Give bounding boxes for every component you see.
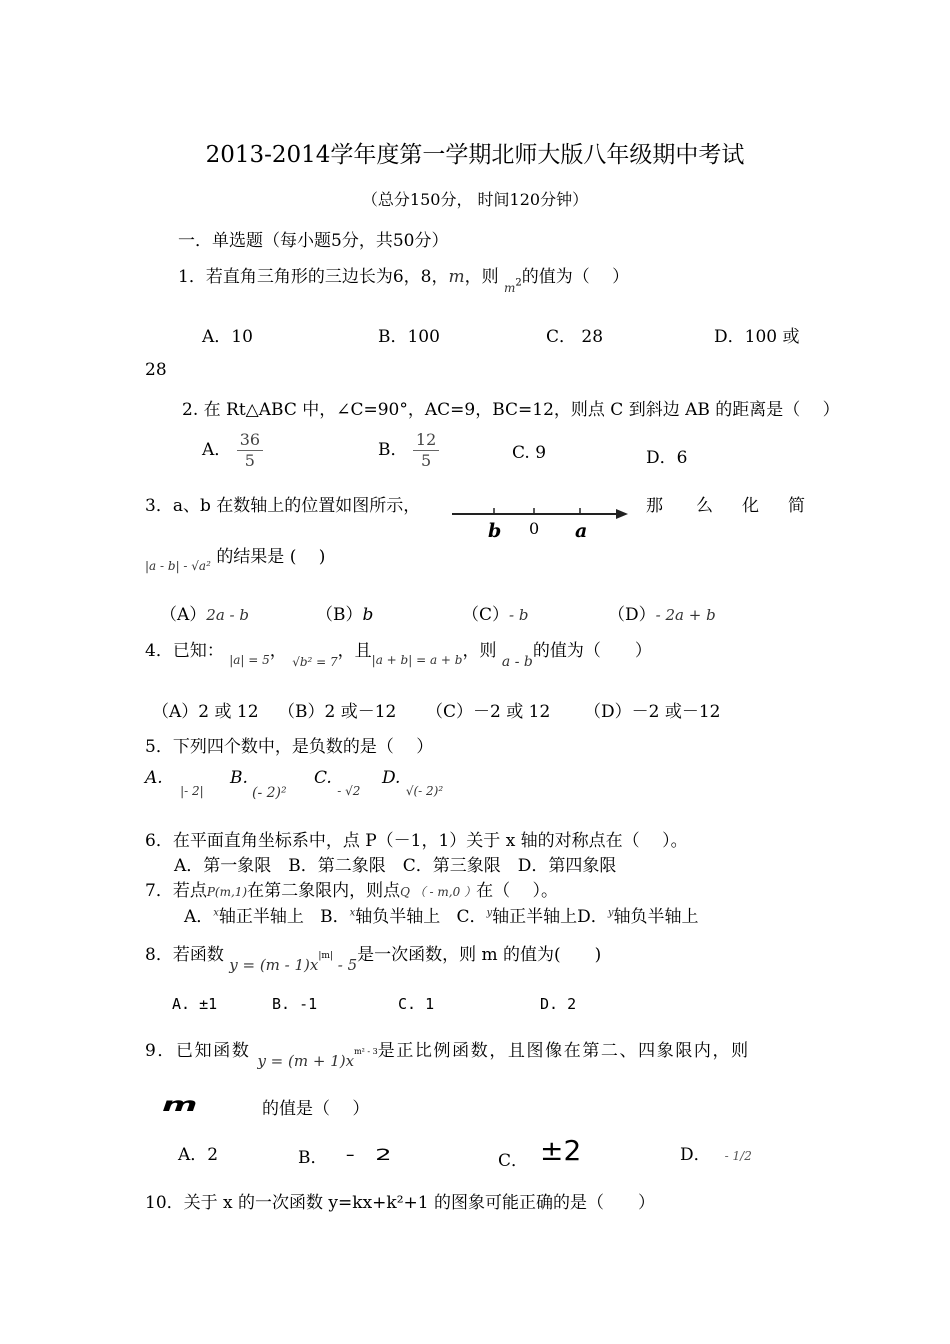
axis-label-a: a: [575, 520, 588, 542]
q3-option-c: （C）- b: [462, 605, 529, 625]
q4-option-c: （C）－2 或 12: [426, 702, 551, 722]
question-6-stem: 6．在平面直角坐标系中，点 P（－1，1）关于 x 轴的对称点在（ ）。: [145, 831, 688, 851]
q9-option-c: C． ±2: [498, 1134, 582, 1171]
question-1-stem: 1．若直角三角形的三边长为6，8，m，则 $m^2$的值为（ ）: [178, 267, 630, 295]
q3-tail-4: 简: [788, 496, 805, 516]
question-3-stem-2: $_{|a - b| - √a^2}$ 的结果是 ( ): [145, 547, 326, 573]
q2-option-c: C. 9: [512, 443, 547, 463]
axis-label-b: b: [488, 520, 502, 542]
fraction-36-5: $\frac{36}{5}$: [237, 430, 263, 471]
q2-option-d: D．6: [646, 448, 688, 468]
question-8-stem: 8．若函数 $y = (m - 1)x^{|m|} - 5$是一次函数，则 m 的值为( ): [145, 945, 602, 974]
question-7-stem: 7．若点P(m,1)在第二象限内，则点Q （ - m,0 ）在（ ）。: [145, 881, 558, 901]
number-line-figure: [448, 500, 633, 545]
question-4-stem: 4．已知： $_{|a| = 5}$， $_{√b^2 = 7}$，且$_{|a + b| = a + b}$，则 $_{a - b}$的值为（ ）: [145, 641, 652, 670]
q5-option-d: D. $_{√(- 2)^2}$: [382, 768, 444, 798]
section-heading: 一．单选题（每小题5分，共50分）: [178, 231, 449, 251]
axis-label-zero: 0: [529, 519, 540, 538]
q2-option-b: B． $\frac{12}{5}$: [378, 430, 439, 471]
question-9-stem-2: 的值是（ ）: [262, 1099, 370, 1119]
q5-option-a: A. $_{|- 2|}$: [145, 768, 204, 798]
fraction-12-5: $\frac{12}{5}$: [413, 430, 439, 471]
q3-option-a: （A）2a - b: [160, 605, 249, 625]
q3-tail-3: 化: [742, 496, 759, 516]
q8-option-c: C. 1: [398, 995, 435, 1013]
question-9-stem: 9．已知函数 $y = (m + 1)x^{m^2 - 3}$是正比例函数，且图像在第二、四象限内，则: [145, 1041, 750, 1070]
q1-option-d-wrap: 28: [145, 360, 167, 380]
q8-option-b: B. -1: [272, 995, 318, 1013]
q3-option-d: （D）- 2a + b: [608, 605, 716, 625]
q3-tail-2: 么: [696, 496, 713, 516]
question-3-stem: 3．a、b 在数轴上的位置如图所示，: [145, 496, 421, 516]
q9-variable-m: m: [162, 1094, 196, 1116]
question-2-stem: 2. 在 Rt△ABC 中，∠C=90°，AC=9，BC=12，则点 C 到斜边 AB 的距离是（ ）: [182, 400, 840, 420]
q7-options: A．$^x$轴正半轴上 B．$^x$轴负半轴上 C．$^y$轴正半轴上D．$^y$轴负半轴上: [184, 907, 699, 927]
q5-option-b: B. $^{(- 2)^2}$: [230, 768, 287, 801]
q8-option-d: D. 2: [540, 995, 577, 1013]
q9-option-a: A．2: [178, 1145, 219, 1165]
q8-option-a: A. ±1: [172, 995, 218, 1013]
q4-option-a: （A）2 或 12: [152, 702, 259, 722]
q4-option-d: （D）－2 或－12: [584, 702, 721, 722]
q1-option-b: B．100: [378, 327, 440, 347]
q6-options: A．第一象限 B．第二象限 C．第三象限 D．第四象限: [174, 856, 617, 876]
question-5-stem: 5．下列四个数中，是负数的是（ ）: [145, 737, 434, 757]
q1-option-c: C． 28: [546, 327, 604, 347]
q2-option-a: A． $\frac{36}{5}$: [202, 430, 263, 471]
q5-option-c: C. $_{- √2}$: [314, 768, 361, 798]
q9-option-d: D． - 1/2: [680, 1145, 752, 1165]
q4-option-b: （B）2 或－12: [278, 702, 397, 722]
q1-option-d: D．100 或: [714, 327, 800, 347]
q1-option-a: A．10: [202, 327, 253, 347]
q3-tail-1: 那: [646, 496, 663, 516]
question-10-stem: 10．关于 x 的一次函数 y=kx+k²+1 的图象可能正确的是（ ）: [145, 1193, 655, 1213]
exam-subtitle: （总分150分， 时间120分钟）: [361, 190, 589, 209]
exam-title: 2013-2014学年度第一学期北师大版八年级期中考试: [205, 142, 745, 168]
q9-option-b: B． - 2: [298, 1146, 398, 1168]
q3-option-b: （B）b: [316, 605, 374, 625]
